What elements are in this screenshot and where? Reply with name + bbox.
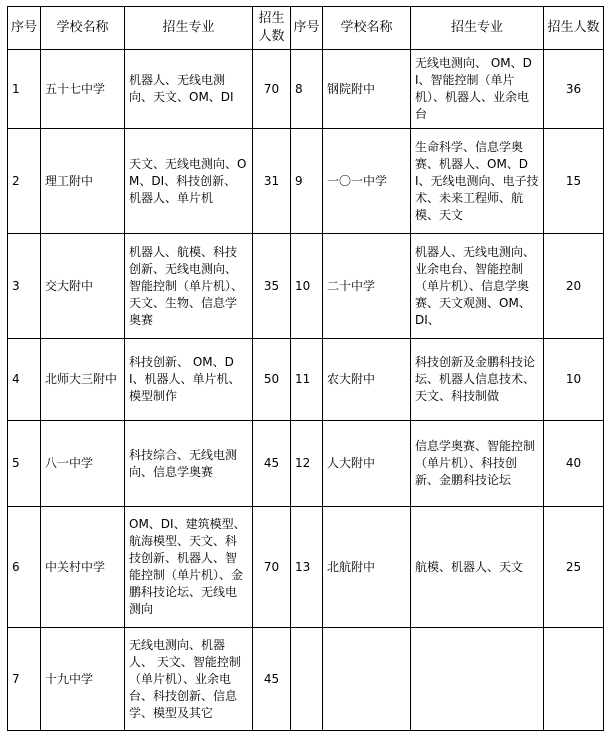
school-cell: 农大附中 — [323, 339, 411, 421]
table-row — [8, 339, 604, 421]
count-cell: 35 — [253, 234, 291, 339]
header-count: 招生人数 — [253, 7, 291, 50]
seq-cell: 5 — [8, 421, 41, 507]
school-cell: 北航附中 — [323, 507, 411, 628]
count-cell: 70 — [253, 507, 291, 628]
header-row — [8, 7, 604, 50]
school-cell: 一〇一中学 — [323, 129, 411, 234]
count-cell: 15 — [544, 129, 604, 234]
school-cell: 人大附中 — [323, 421, 411, 507]
seq-cell: 11 — [291, 339, 323, 421]
count-cell: 45 — [253, 421, 291, 507]
table-row — [8, 628, 604, 731]
school-cell: 钢院附中 — [323, 50, 411, 129]
enrollment-sheet — [7, 6, 603, 736]
school-cell: 八一中学 — [41, 421, 125, 507]
school-cell: 十九中学 — [41, 628, 125, 731]
seq-cell: 9 — [291, 129, 323, 234]
major-cell: 机器人、无线电测向、天文、OM、DI — [125, 50, 253, 129]
header-major: 招生专业 — [411, 7, 544, 50]
table-row — [8, 507, 604, 628]
major-cell: 机器人、航模、科技创新、无线电测向、智能控制（单片机）、天文、生物、信息学奥赛 — [125, 234, 253, 339]
header-seq: 序号 — [291, 7, 323, 50]
seq-cell: 4 — [8, 339, 41, 421]
count-cell: 50 — [253, 339, 291, 421]
count-cell: 25 — [544, 507, 604, 628]
seq-cell: 10 — [291, 234, 323, 339]
table-row — [8, 234, 604, 339]
major-cell — [411, 628, 544, 731]
major-cell: 航模、机器人、天文 — [411, 507, 544, 628]
seq-cell: 3 — [8, 234, 41, 339]
school-cell — [323, 628, 411, 731]
seq-cell: 1 — [8, 50, 41, 129]
school-cell: 理工附中 — [41, 129, 125, 234]
school-cell: 交大附中 — [41, 234, 125, 339]
seq-cell: 7 — [8, 628, 41, 731]
major-cell: OM、DI、建筑模型、航海模型、天文、科技创新、机器人、智能控制（单片机）、金鹏科技论坛、无线电测向 — [125, 507, 253, 628]
seq-cell: 13 — [291, 507, 323, 628]
seq-cell: 8 — [291, 50, 323, 129]
seq-cell: 12 — [291, 421, 323, 507]
count-cell: 45 — [253, 628, 291, 731]
count-cell: 10 — [544, 339, 604, 421]
count-cell: 40 — [544, 421, 604, 507]
seq-cell: 6 — [8, 507, 41, 628]
major-cell: 天文、无线电测向、OM、DI、科技创新、机器人、单片机 — [125, 129, 253, 234]
table-row — [8, 50, 604, 129]
major-cell: 科技综合、无线电测向、信息学奥赛 — [125, 421, 253, 507]
major-cell: 无线电测向、 OM、DI、智能控制（单片机）、机器人、业余电台 — [411, 50, 544, 129]
seq-cell: 2 — [8, 129, 41, 234]
count-cell: 36 — [544, 50, 604, 129]
major-cell: 科技创新及金鹏科技论坛、机器人信息技术、天文、科技制做 — [411, 339, 544, 421]
table-row — [8, 421, 604, 507]
count-cell: 31 — [253, 129, 291, 234]
school-cell: 二十中学 — [323, 234, 411, 339]
header-seq: 序号 — [8, 7, 41, 50]
school-cell: 北师大三附中 — [41, 339, 125, 421]
table-row — [8, 129, 604, 234]
count-cell — [544, 628, 604, 731]
header-major: 招生专业 — [125, 7, 253, 50]
header-count: 招生人数 — [544, 7, 604, 50]
major-cell: 机器人、无线电测向、业余电台、智能控制（单片机）、信息学奥赛、天文观测、OM、DI、 — [411, 234, 544, 339]
seq-cell — [291, 628, 323, 731]
major-cell: 生命科学、信息学奥赛、机器人、OM、DI、无线电测向、电子技术、未来工程师、航模、天文 — [411, 129, 544, 234]
count-cell: 70 — [253, 50, 291, 129]
header-school: 学校名称 — [323, 7, 411, 50]
school-cell: 五十七中学 — [41, 50, 125, 129]
count-cell: 20 — [544, 234, 604, 339]
school-cell: 中关村中学 — [41, 507, 125, 628]
enrollment-table — [7, 6, 604, 731]
major-cell: 信息学奥赛、智能控制（单片机）、科技创新、金鹏科技论坛 — [411, 421, 544, 507]
major-cell: 科技创新、 OM、DI、机器人、单片机、模型制作 — [125, 339, 253, 421]
header-school: 学校名称 — [41, 7, 125, 50]
major-cell: 无线电测向、机器人、 天文、智能控制（单片机）、业余电台、科技创新、信息学、模型及其它 — [125, 628, 253, 731]
